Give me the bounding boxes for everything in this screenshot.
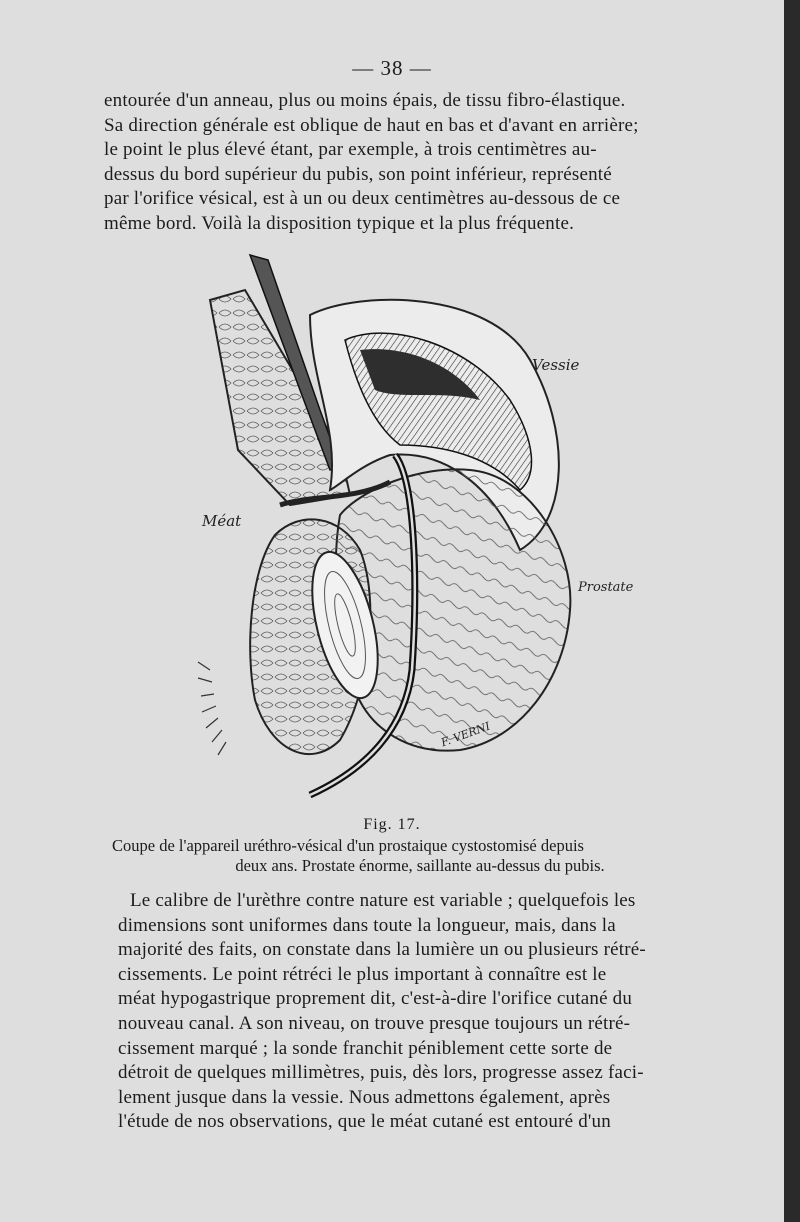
text-line: méat hypogastrique proprement dit, c'est-à-dire l'orifice cutané du [118, 988, 633, 1010]
top-paragraph [104, 89, 722, 237]
text-line: le point le plus élevé étant, par exemple, à trois centimètres au- [104, 139, 597, 161]
text-line: cissement marqué ; la sonde franchit péniblement cette sorte de [118, 1037, 613, 1059]
caption-line: deux ans. Prostate énorme, saillante au-dessus du pubis. [235, 856, 605, 875]
text-line: entourée d'un anneau, plus ou moins épais, de tissu fibro-élastique. [104, 90, 626, 111]
caption-line: Coupe de l'appareil uréthro-vésical d'un prostaique cystostomisé depuis [112, 836, 584, 855]
text-line: lement jusque dans la vessie. Nous admettons également, après [118, 1086, 611, 1108]
text-line: l'étude de nos observations, que le méat cutané est entouré d'un [118, 1111, 611, 1133]
text-line: même bord. Voilà la disposition typique et la plus fréquente. [104, 212, 575, 234]
text-line: majorité des faits, on constate dans la lumière un ou plusieurs rétré- [118, 939, 646, 961]
text-line: détroit de quelques millimètres, puis, dès lors, progresse assez faci- [118, 1062, 644, 1084]
page-number: — 38 — [352, 56, 432, 80]
figure-number: Fig. 17. [363, 816, 421, 833]
text-line: nouveau canal. A son niveau, on trouve presque toujours un rétré- [118, 1012, 631, 1034]
text-line: cissements. Le point rétréci le plus important à connaître est le [118, 963, 607, 985]
text-line: Le calibre de l'urèthre contre nature est variable ; quelquefois les [130, 890, 636, 911]
text-line: Sa direction générale est oblique de haut en bas et d'avant en arrière; [104, 114, 639, 136]
text-line: par l'orifice vésical, est à un ou deux centimètres au-dessous de ce [104, 188, 621, 210]
text-line: dessus du bord supérieur du pubis, son point inférieur, représenté [104, 163, 612, 185]
illustration-drawing [190, 250, 690, 810]
label-meat: Méat [202, 512, 242, 530]
anatomical-illustration [190, 250, 690, 810]
label-prostate: Prostate [578, 580, 634, 595]
label-vessie: Vessie [532, 356, 580, 374]
bottom-paragraph [118, 889, 731, 1135]
text-line: dimensions sont uniformes dans toute la longueur, mais, dans la [118, 914, 616, 936]
figure-caption [112, 836, 728, 876]
artist-signature: F. VERNI [439, 719, 492, 750]
